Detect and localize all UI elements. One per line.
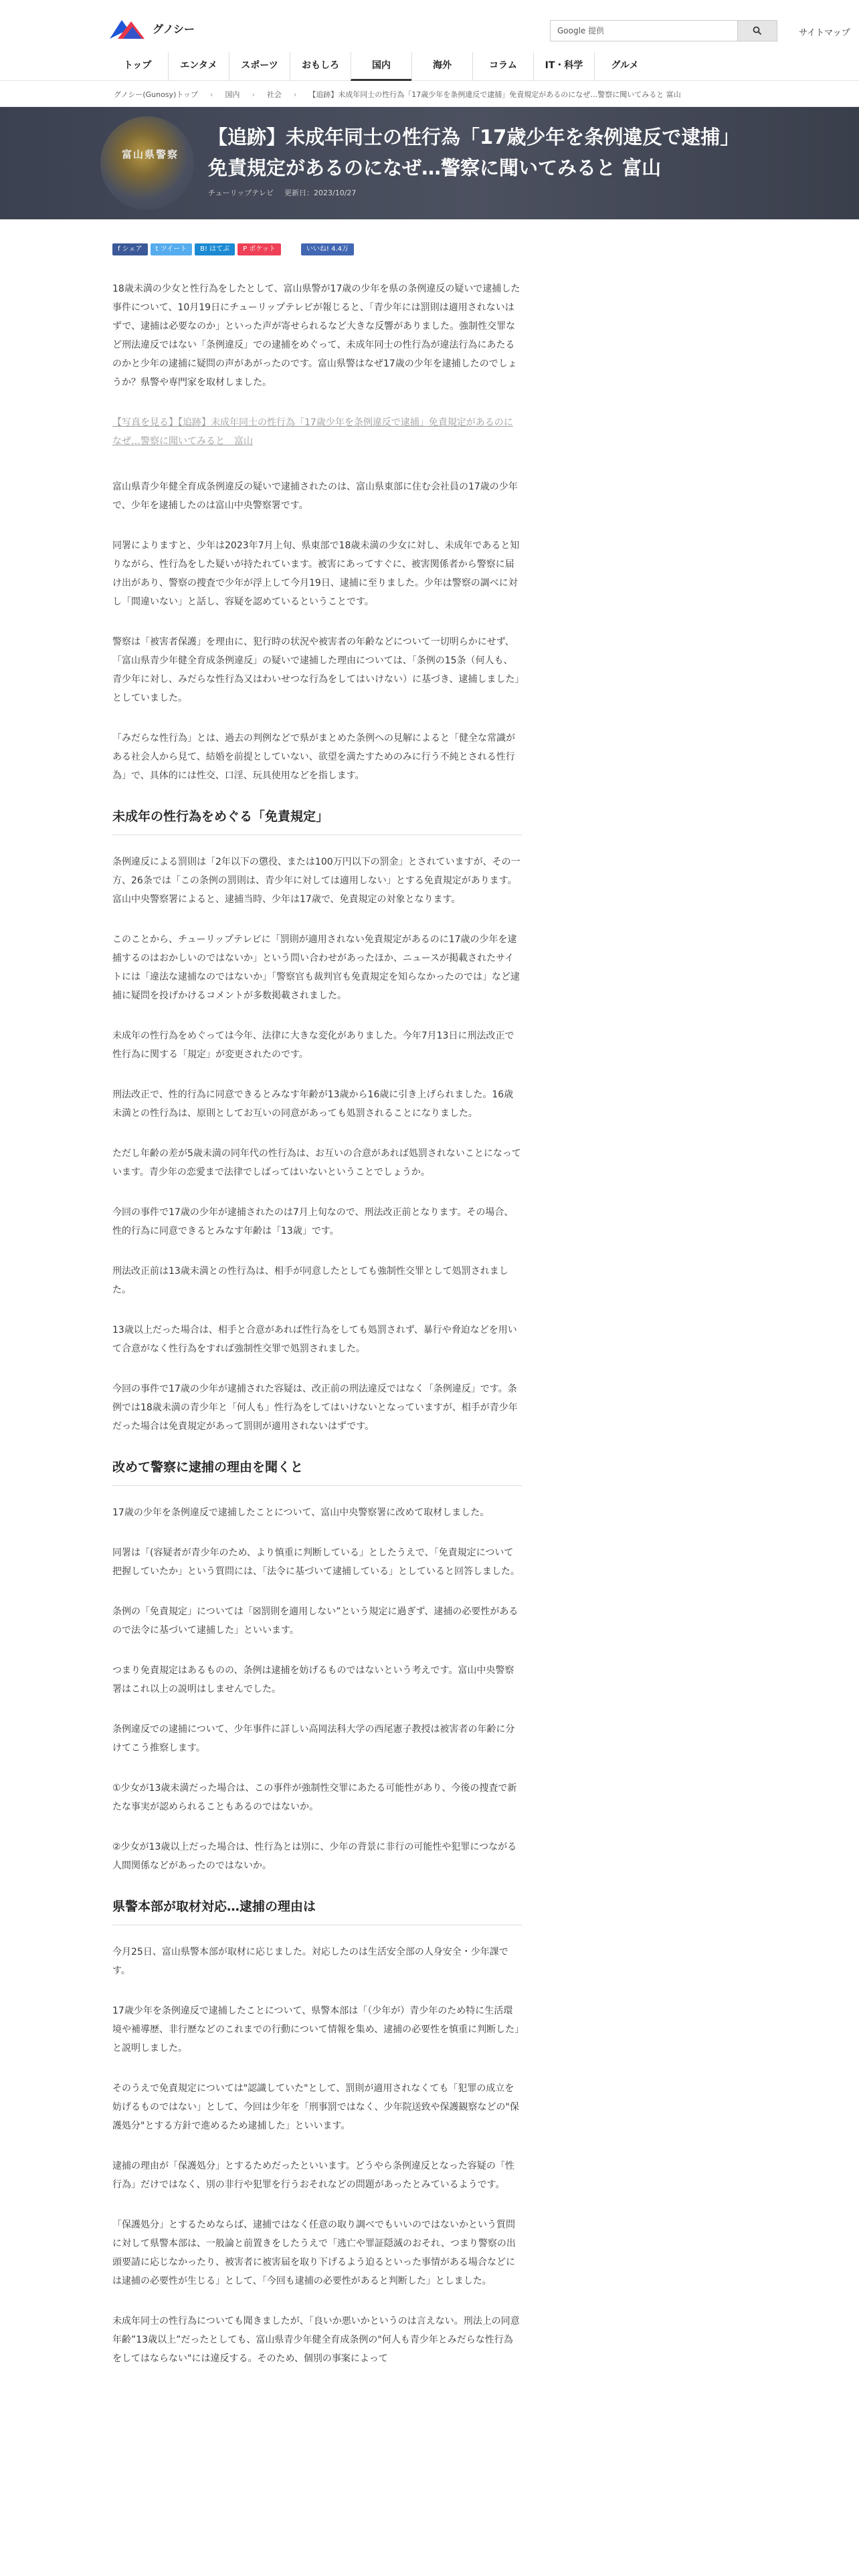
section-heading: 改めて警察に逮捕の理由を聞くと <box>112 1457 522 1486</box>
article-title: 【追跡】未成年同士の性行為「17歳少年を条例違反で逮捕」免責規定があるのになぜ…警察に聞いてみると 富山 <box>208 126 740 179</box>
nav-item-column[interactable]: コラム <box>472 52 533 81</box>
facebook-share-button[interactable]: f シェア <box>112 243 148 255</box>
nav-item-funny[interactable]: おもしろ <box>290 52 351 81</box>
breadcrumb-society[interactable]: 社会 › <box>267 89 296 100</box>
site-header <box>0 0 859 52</box>
search-button[interactable] <box>737 20 777 41</box>
article-paragraph: ただし年齢の差が5歳未満の同年代の性行為は、お互いの合意があれば処罰されないことになっています。青少年の恋愛まで法律でしばってはいないということでしょうか。 <box>112 1148 521 1178</box>
article-paragraph: 未成年の性行為をめぐっては今年、法律に大きな変化がありました。今年7月13日に刑法改正で性行為に関する「規定」が変更されたのです。 <box>112 1031 514 1060</box>
nav-item-domestic[interactable]: 国内 <box>351 52 411 81</box>
article-paragraph: 同署は「(容疑者が青少年のため、より慎重に判断している」としたうえで、「免責規定について把握していたか」という質問には、「法令に基づいて逮捕している」としていると回答しました。 <box>112 1547 520 1577</box>
search-input[interactable]: Google 提供 <box>550 20 737 41</box>
nav-item-entertainment[interactable]: エンタメ <box>168 52 229 81</box>
article-paragraph: つまり免責規定はあるものの、条例は逮捕を妨げるものではないという考えです。富山中央警察署はこれ以上の説明はしませんでした。 <box>112 1665 514 1695</box>
section-heading: 未成年の性行為をめぐる「免責規定」 <box>112 807 522 835</box>
sitemap-link[interactable]: サイトマップ <box>799 28 850 38</box>
site-name: グノシー <box>153 22 195 35</box>
police-emblem-image <box>100 116 194 210</box>
breadcrumb-domestic[interactable]: 国内 › <box>225 89 254 100</box>
global-nav <box>0 52 859 81</box>
article-paragraph: そのうえで免責規定については"認識していた"として、罰則が適用されなくても「犯罪の成立を妨げるものではない」として、今回は少年を「刑事罰ではなく、少年院送致や保護観察などの"保護処分"とする方針で進めるため逮捕した」といいます。 <box>112 2083 519 2131</box>
breadcrumb <box>0 81 859 107</box>
article-date: 更新日：2023/10/27 <box>284 189 357 197</box>
article-paragraph: 17歳の少年を条例違反で逮捕したことについて、富山中央警察署に改めて取材しました。 <box>112 1507 490 1518</box>
hero-image-text: 富山県警察 <box>122 148 179 160</box>
article-paragraph: 18歳未満の少女と性行為をしたとして、富山県警が17歳の少年を県の条例違反の疑いで逮捕した事件について、10月19日にチューリップテレビが報じると、「青少年には罰則は適用されないはずで、逮捕は必要なのか」といった声が寄せられるなど大きな反響がありました。強制性交罪など刑法違反ではない「条例違反」での逮捕をめぐって、未成年同士の性行為が違法行為にあたるのかと少年の逮捕に疑問の声があがったのです。富山県警はなぜ17歳の少年を逮捕したのでしょうか？県警や専門家を取材しました。 <box>112 284 520 388</box>
breadcrumb-current: 【追跡】未成年同士の性行為「17歳少年を条例違反で逮捕」免責規定があるのになぜ…警察に聞いてみると 富山 <box>308 90 681 99</box>
article-paragraph: 13歳以上だった場合は、相手と合意があれば性行為をしても処罰されず、暴行や脅迫などを用いて合意がなく性行為をすれば強制性交罪で処罰されました。 <box>112 1325 517 1354</box>
article-paragraph: ②少女が13歳以上だった場合は、性行為とは別に、少年の背景に非行の可能性や犯罪につながる人間関係などがあったのではないか。 <box>112 1842 517 1871</box>
article-paragraph: 今回の事件で17歳の少年が逮捕された容疑は、改正前の刑法違反ではなく「条例違反」です。条例では18歳未満の青少年と「何人も」性行為をしてはいけないとなっていますが、相手が青少年だった場合は免責規定があって罰則が適用されないはずです。 <box>112 1384 518 1432</box>
article-hero <box>0 107 859 219</box>
article-paragraph: 未成年同士の性行為についても聞きましたが、「良いか悪いかというのは言えない。刑法上の同意年齢”13歳以上”だったとしても、富山県青少年健全育成条例の"何人も青少年とみだらな性行為をしてはならない"には違反する。そのため、個別の事案によって <box>112 2316 520 2364</box>
facebook-like-button[interactable]: いいね! 4.4万 <box>301 243 354 255</box>
article-paragraph: 「保護処分」とするためならば、逮捕ではなく任意の取り調べでもいいのではないかという質問に対して県警本部は、一般論と前置きをしたうえで「逃亡や罪証隠滅のおそれ、つまり警察の出頭要請に応じなかったり、被害者に被害届を取り下げるよう迫るといった事情がある場合などには逮捕の必要性が生じる」として、「今回も逮捕の必要性があると判断した」としました。 <box>112 2220 516 2286</box>
article-body <box>112 280 522 2389</box>
hatena-bookmark-button[interactable]: B! はてぶ <box>195 243 235 255</box>
article-paragraph: 条例違反による罰則は「2年以下の懲役、または100万円以下の罰金」とされていますが、その一方、26条では「この条例の罰則は、青少年に対しては適用しない」とする免責規定があります。 富山中央警察署によると、逮捕当時、少年は17歳で、免責規定の対象となります。 <box>112 857 520 905</box>
article-paragraph: 刑法改正で、性的行為に同意できるとみなす年齢が13歳から16歳に引き上げられました。16歳未満との性行為は、原則としてお互いの同意があっても処罰されることになりました。 <box>112 1089 514 1119</box>
article-paragraph: 警察は「被害者保護」を理由に、犯行時の状況や被害者の年齢などについて一切明らかにせず、「富山県青少年健全育成条例違反」の疑いで逮捕した理由については、「条例の15条（何人も、青少年に対し、みだらな性行為又はわいせつな行為をしてはいけない）に基づき、逮捕しました」としていました。 <box>112 637 520 704</box>
article-paragraph: 条例の「免責規定」については「☒罰則を適用しない”という規定に過ぎず、逮捕の必要性があるので法令に基づいて逮捕した」といいます。 <box>112 1606 518 1636</box>
gunosy-logo-icon <box>108 16 146 40</box>
breadcrumb-home[interactable]: グノシー(Gunosy)トップ › <box>114 89 213 100</box>
share-bar <box>112 243 354 255</box>
article-meta <box>208 187 356 198</box>
twitter-share-button[interactable]: t ツイート <box>151 243 193 255</box>
article-source[interactable]: チューリップテレビ <box>208 189 274 197</box>
section-heading: 県警本部が取材対応…逮捕の理由は <box>112 1897 522 1925</box>
nav-item-top[interactable]: トップ <box>123 60 152 71</box>
site-logo[interactable] <box>108 16 195 40</box>
nav-item-it-science[interactable]: IT・科学 <box>533 52 594 81</box>
article-paragraph: ①少女が13歳未満だった場合は、この事件が強制性交罪にあたる可能性があり、今後の捜査で新たな事実が認められることもあるのではないか。 <box>112 1783 517 1812</box>
article-paragraph: このことから、チューリップテレビに「罰則が適用されない免責規定があるのに17歳の少年を逮捕するのはおかしいのではないか」という問い合わせがあったほか、ニュースが掲載されたサイトには「違法な逮捕なのではないか」「警察官も裁判官も免責規定を知らなかったのでは」など逮捕に疑問を投げかけるコメントが多数掲載されました。 <box>112 934 520 1001</box>
search-icon <box>753 26 762 35</box>
article-paragraph: 今回の事件で17歳の少年が逮捕されたのは7月上旬なので、刑法改正前となります。その場合、性的行為に同意できるとみなす年齢は「13歳」です。 <box>112 1207 514 1237</box>
article-paragraph: 富山県青少年健全育成条例違反の疑いで逮捕されたのは、富山県東部に住む会社員の17歳の少年で、少年を逮捕したのは富山中央警察署です。 <box>112 481 518 511</box>
article-paragraph: 逮捕の理由が「保護処分」とするためだったといいます。どうやら条例違反となった容疑の「性行為」だけではなく、別の非行や犯罪を行うおそれなどの問題があったとみているようです。 <box>112 2161 514 2190</box>
photo-link[interactable]: 【写真を見る】【追跡】未成年同士の性行為「17歳少年を条例違反で逮捕」免責規定があるのになぜ…警察に聞いてみると 富山 <box>112 417 513 447</box>
article-paragraph: 条例違反での逮捕について、少年事件に詳しい高岡法科大学の西尾憲子教授は被害者の年齢に分けてこう推察します。 <box>112 1724 515 1753</box>
nav-item-overseas[interactable]: 海外 <box>411 52 472 81</box>
article-paragraph: 同署によりますと、少年は2023年7月上旬、県東部で18歳未満の少女に対し、未成年であると知りながら、性行為をした疑いが持たれています。被害にあってすぐに、被害関係者から警察に届け出があり、警察の捜査で少年が浮上して今月19日、逮捕に至りました。少年は警察の調べに対し「間違いない」と話し、容疑を認めているということです。 <box>112 540 520 607</box>
article-paragraph: 今月25日、富山県警本部が取材に応じました。対応したのは生活安全部の人身安全・少年課です。 <box>112 1947 508 1976</box>
nav-item-sports[interactable]: スポーツ <box>229 52 290 81</box>
nav-item-gourmet[interactable]: グルメ <box>594 52 655 81</box>
pocket-button[interactable]: P ポケット <box>237 243 281 255</box>
article-paragraph: 17歳少年を条例違反で逮捕したことについて、県警本部は「（少年が）青少年のため特に生活環境や補導歴、非行歴などのこれまでの行動について情報を集め、逮捕の必要性を慎重に判断した」と説明しました。 <box>112 2006 520 2054</box>
article-paragraph: 刑法改正前は13歳未満との性行為は、相手が同意したとしても強制性交罪として処罰されました。 <box>112 1266 508 1295</box>
article-paragraph: 「みだらな性行為」とは、過去の判例などで県がまとめた条例への見解によると「健全な常識がある社会人から見て、結婚を前提としていない、欲望を満たすためのみに行う不純とされる性行為」で、具体的には性交、口淫、玩具使用などを指します。 <box>112 733 515 781</box>
